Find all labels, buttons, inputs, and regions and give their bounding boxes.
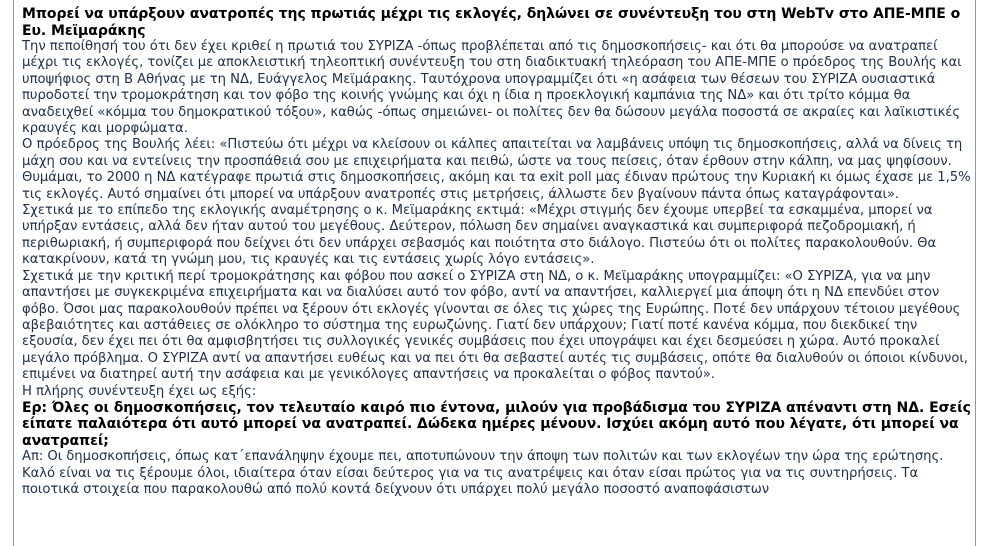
content-frame-right-border: [975, 0, 976, 546]
article-paragraph-interview-intro: Η πλήρης συνέντευξη έχει ως εξής:: [22, 383, 257, 399]
article-paragraph-election-level: Σχετικά με το επίπεδο της εκλογικής αναμέτρησης ο κ. Μεϊμαράκης εκτιμά: «Μέχρι στιγμής δεν έχουμε υπερβεί τα εσκαμμένα, μπορεί να υπήρξαν εντάσεις, αλλά δεν ήταν αυτού του μεγέθους. Δεύτερον, πόλωση δεν σημαίνει αναγκαστικά και συμπεριφορά πεζοδρομιακή, ή περιθωριακή, ή συμπεριφορά που δείχνει ότι δεν υπάρχει σεβασμός και ποιότητα στο διάλογο. Πιστεύω ότι οι πολίτες παρακολουθούν. Θα κατακρίνουν, κατά τη γνώμη μου, τις κραυγές και τις εντάσεις χωρίς λόγο εντάσεις».: [22, 203, 937, 268]
interview-answer-1: Απ: Οι δημοσκοπήσεις, όπως κατ΄επανάληψην έχουμε πει, αποτυπώνουν την άποψη των πολιτών και των εκλογέων την ώρα της ερώτησης. Καλό είναι να τις ξέρουμε όλοι, ιδιαίτερα όταν είσαι δεύτερος για να τις ανατρέψεις και όταν είσαι πρώτος για να τις συντηρήσεις. Τα ποιοτικά στοιχεία που παρακολουθώ από πολύ κοντά δείχνουν ότι υπάρχει πολύ μεγάλο ποσοστό αναποφάσιστων: [22, 449, 944, 498]
article-paragraph-intro: Την πεποίθησή του ότι δεν έχει κριθεί η πρωτιά του ΣΥΡΙΖΑ -όπως προβλέπεται από τις δημοσκοπήσεις- και ότι θα μπορούσε να ανατραπεί μέχρι τις εκλογές, τονίζει με αποκλειστική τηλεοπτική συνέντευξη του στη διαδικτυακή τηλεόραση του ΑΠΕ-ΜΠΕ ο πρόεδρος της Βουλής και υποψήφιος στη Β Αθήνας με τη ΝΔ, Ευάγγελος Μεϊμάρακης. Ταυτόχρονα υπογραμμίζει ότι «η ασάφεια των θέσεων του ΣΥΡΙΖΑ ουσιαστικά πυροδοτεί την τρομοκράτηση και τον φόβο της κοινής γνώμης και όχι η ίδια η προεκλογική καμπάνια της ΝΔ» και ότι τρίτο κόμμα θα αναδειχθεί «κόμμα του δημοκρατικού τόξου», καθώς -όπως σημειώνει- οι πολίτες δεν θα δώσουν μεγάλα ποσοστά σε ακραίες και λαϊκιστικές κραυγές και μορφώματα.: [22, 39, 962, 137]
article-body: [22, 6, 972, 499]
article-headline: Μπορεί να υπάρξουν ανατροπές της πρωτιάς μέχρι τις εκλογές, δηλώνει σε συνέντευξη του στη WebTv στο ΑΠΕ-ΜΠΕ ο Ευ. Μεϊμαράκης: [22, 6, 961, 39]
content-frame-left-border: [13, 0, 14, 546]
article-paragraph-president-quote: Ο πρόεδρος της Βουλής λέει: «Πιστεύω ότι μέχρι να κλείσουν οι κάλπες απαιτείται να λαμβάνεις υπόψη τις δημοσκοπήσεις, αλλά να δίνεις τη μάχη σου και να εντείνεις την προσπάθειά σου με επιχειρήματα και πειθώ, ώστε να τους πείσεις, όταν έρθουν στην κάλπη, να μας ψηφίσουν. Θυμάμαι, το 2000 η ΝΔ κατέγραφε πρωτιά στις δημοσκοπήσεις, ακόμη και τα exit poll μας έδιναν πρώτους την Κυριακή κι όμως έχασε με 1,5% τις εκλογές. Αυτό σημαίνει ότι μπορεί να υπάρξουν ανατροπές στις μετρήσεις, άλλωστε δεν βγαίνουν πάντα όπως καταγράφονται».: [22, 137, 971, 202]
article-paragraph-fear-criticism: Σχετικά με την κριτική περί τρομοκράτησης και φόβου που ασκεί ο ΣΥΡΙΖΑ στη ΝΔ, ο κ. Μεϊμαράκης υπογραμμίζει: «Ο ΣΥΡΙΖΑ, για να μην απαντήσει με συγκεκριμένα επιχειρήματα και να διαλύσει αυτό τον φόβο, αντί να απαντήσει, καλλιεργεί μια άποψη ότι η ΝΔ επενδύει στον φόβο. Όσοι μας παρακολουθούν πρέπει να ξέρουν ότι εκλογές γίνονται σε όλες τις χώρες της Ευρώπης. Ποτέ δεν υπάρχουν τέτοιου μεγέθους αβεβαιότητες και αστάθειες σε ολόκληρο το σύστημα της ευρωζώνης. Γιατί δεν υπάρχουν; Γιατί ποτέ κανένα κόμμα, που διεκδικεί την εξουσία, δεν έχει πει ότι θα αμφισβητήσει τις συλλογικές γενικές συμβάσεις που έχει υπογράψει και έχει δεσμεύσει η χώρα. Αυτό προκαλεί μεγάλο πρόβλημα. Ο ΣΥΡΙΖΑ αντί να απαντήσει ευθέως και να πει ότι θα σεβαστεί αυτές τις συμβάσεις, οπότε θα διαλυθούν οι όποιοι κίνδυνοι, επιμένει να διατηρεί αυτή την ασάφεια και με γενικόλογες απαντήσεις να προκαλείται ο φόβος παντού».: [22, 268, 968, 383]
interview-question-1: Ερ: Όλες οι δημοσκοπήσεις, τον τελευταίο καιρό πιο έντονα, μιλούν για προβάδισμα του ΣΥΡΙΖΑ απέναντι στη ΝΔ. Εσείς είπατε παλαιότερα ότι αυτό μπορεί να ανατραπεί. Δώδεκα ημέρες μένουν. Ισχύει ακόμη αυτό που λέγατε, ότι μπορεί να ανατραπεί;: [22, 399, 971, 449]
